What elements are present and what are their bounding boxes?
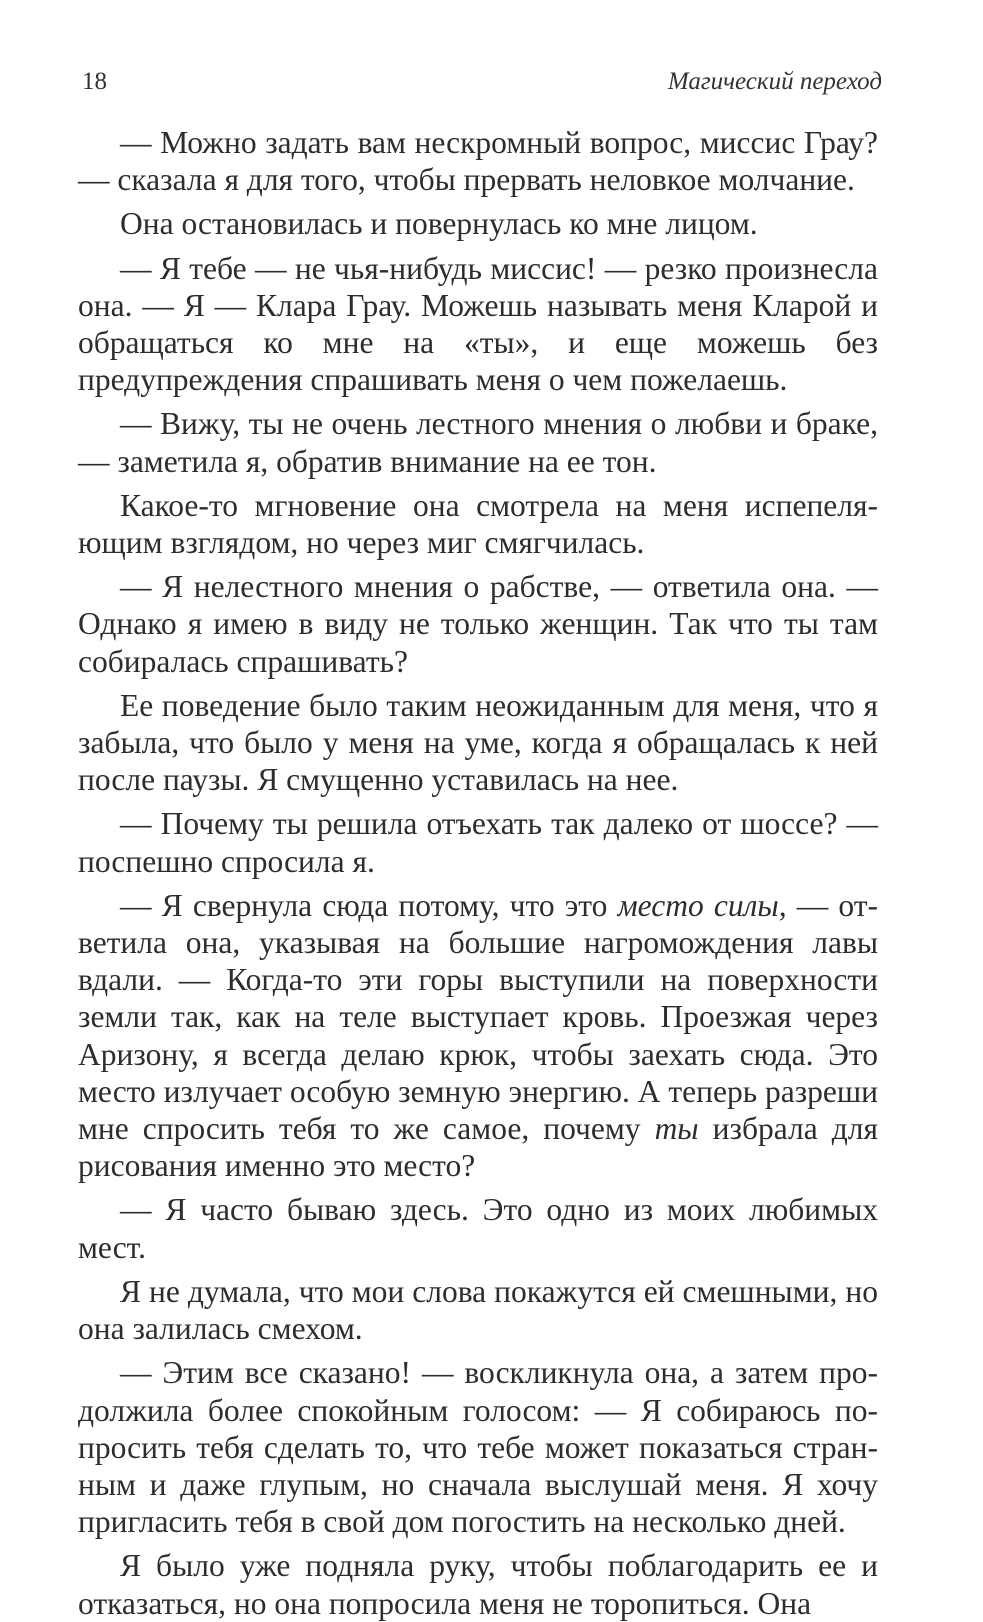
page-number: 18 (82, 68, 107, 95)
text-run: — Я свернула сюда потому, что это (120, 887, 618, 923)
text-run: — Этим все сказано! — воскликнула она, а затем продолжила более спокойным голосом: — Я собираюсь попросить тебя сделать то, что тебе может показаться странным и даже глупым, но сначала выслушай меня. Я хочу пригласить тебя в свой дом погостить на несколько дней. (78, 1355, 878, 1540)
paragraph (78, 487, 878, 561)
paragraph (78, 1354, 878, 1540)
italic-text-run: место силы, (617, 887, 787, 923)
text-run: — Вижу, ты не очень лестного мнения о любви и браке, — заметила я, обратив внимание на ее тон. (78, 406, 878, 479)
text-run: — Я нелестного мнения о рабстве, — ответила она. — Однако я имею в виду не только женщин. Так что ты там собиралась спрашивать? (78, 569, 878, 679)
paragraph (78, 568, 878, 680)
text-run: — Можно задать вам нескромный вопрос, миссис Грау? — сказала я для того, чтобы прервать неловкое молчание. (78, 125, 878, 198)
paragraph (78, 1273, 878, 1347)
paragraph (78, 1191, 878, 1265)
text-run: Ее поведение было таким неожиданным для меня, что я забыла, что было у меня на уме, когда я обращалась к ней после паузы. Я смущенно уставилась на нее. (78, 687, 878, 798)
text-run: Я не думала, что мои слова покажутся ей смешными, но она залилась смехом. (78, 1273, 878, 1347)
text-run: Какое-то мгновение она смотрела на меня испепеляющим взглядом, но через миг смягчилась. (78, 487, 878, 561)
running-title: Магический переход (667, 68, 882, 95)
text-run: — Почему ты решила отъехать так далеко от шоссе? — поспешно спросила я. (78, 806, 878, 879)
text-run: Я было уже подняла руку, чтобы поблагодарить ее и отказаться, но она попросила меня не торопиться. Она (78, 1548, 878, 1621)
italic-text-run: ты (654, 1111, 699, 1147)
paragraph (78, 205, 878, 242)
text-run: Она остановилась и повернулась ко мне лицом. (120, 206, 758, 242)
text-run: — Я часто бываю здесь. Это одно из моих любимых мест. (78, 1192, 878, 1265)
page-header (82, 68, 882, 108)
text-run: — ответила она, указывая на большие нагромождения лавы вдали. — Когда-то эти горы выступили на поверхности земли так, как на теле выступает кровь. Проезжая через Аризону, я всегда делаю крюк, чтобы заехать сюда. Это место излучает особую земную энергию. А теперь разреши мне спросить тебя то же самое, почему (78, 887, 879, 1147)
text-run: избрала для рисования именно это место? (78, 1111, 878, 1184)
body-text (78, 124, 878, 1622)
paragraph (78, 405, 878, 479)
paragraph (78, 805, 878, 879)
paragraph (78, 124, 878, 198)
paragraph (78, 1547, 878, 1621)
text-run: — Я тебе — не чья-нибудь миссис! — резко произнесла она. — Я — Клара Грау. Можешь называть меня Кларой и обращаться ко мне на «ты», и еще можешь без предупреждения спрашивать меня о чем пожелаешь. (78, 250, 878, 398)
paragraph (78, 887, 878, 1185)
paragraph (78, 687, 878, 799)
paragraph (78, 250, 878, 399)
